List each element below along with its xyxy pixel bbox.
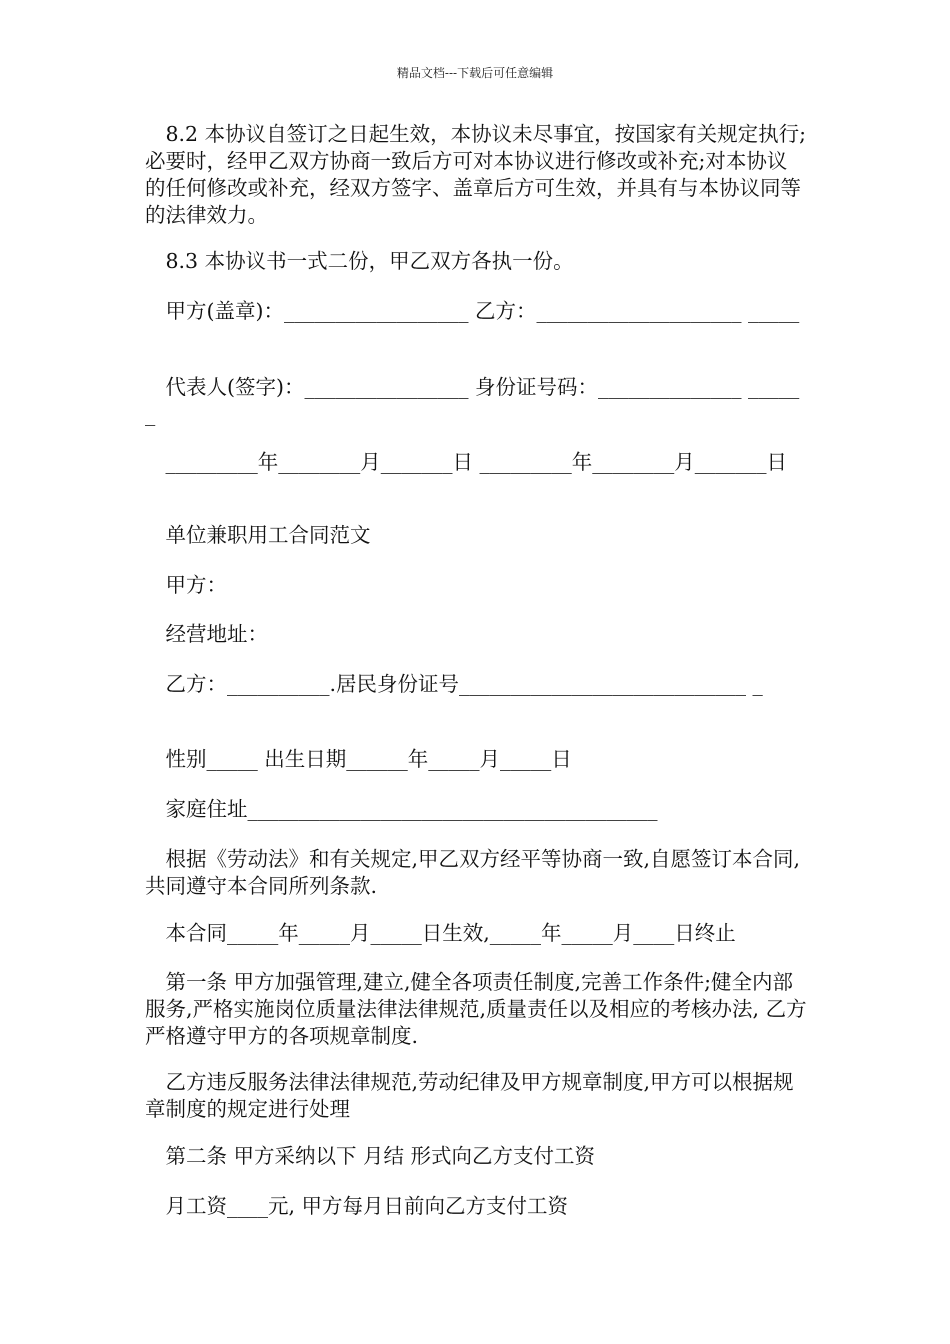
party-a-seal-line: 甲方(盖章)：__________________ 乙方：____________________ _____ [145,299,800,323]
labor-law-paragraph: 根据《劳动法》和有关规定,甲乙双方经平等协商一致,自愿签订本合同,共同遵守本合同所列条款. [145,847,801,898]
contract-title: 单位兼职用工合同范文 [145,523,371,547]
monthly-salary-line: 月工资____元, 甲方每月日前向乙方支付工资 [145,1194,569,1218]
page-header: 精品文档---下载后可任意编辑 [396,66,554,80]
clause-8-3: 8.3 本协议书一式二份，甲乙双方各执一份。 [145,249,574,273]
article-one: 第一条 甲方加强管理,建立,健全各项责任制度,完善工作条件;健全内部服务,严格实施岗位质量法律法律规范,质量责任以及相应的考核办法, 乙方严格遵守甲方的各项规章制度. [145,970,807,1048]
home-address-line: 家庭住址________________________________________ [145,797,658,821]
effective-period-line: 本合同_____年_____月_____日生效,_____年_____月____日终止 [145,921,736,945]
representative-signature-line: 代表人(签字)：________________ 身份证号码：______________ ______ [145,375,800,426]
business-address-label: 经营地址： [145,622,268,646]
article-two: 第二条 甲方采纳以下 月结 形式向乙方支付工资 [145,1144,596,1168]
gender-birthdate-line: 性别_____ 出生日期______年_____月_____日 [145,747,572,771]
violation-paragraph: 乙方违反服务法律法律规范,劳动纪律及甲方规章制度,甲方可以根据规章制度的规定进行处理 [145,1070,794,1121]
party-b-id-line: 乙方：__________.居民身份证号____________________________ _ [145,672,763,696]
party-a-label: 甲方： [145,573,227,597]
date-line: _________年________月_______日 _________年________月_______日 [145,450,788,474]
clause-8-2: 8.2 本协议自签订之日起生效，本协议未尽事宜，按国家有关规定执行;必要时，经甲乙双方协商一致后方可对本协议进行修改或补充;对本协议的任何修改或补充，经双方签字、盖章后方可生效，并具有与本协议同等的法律效力。 [145,122,807,227]
